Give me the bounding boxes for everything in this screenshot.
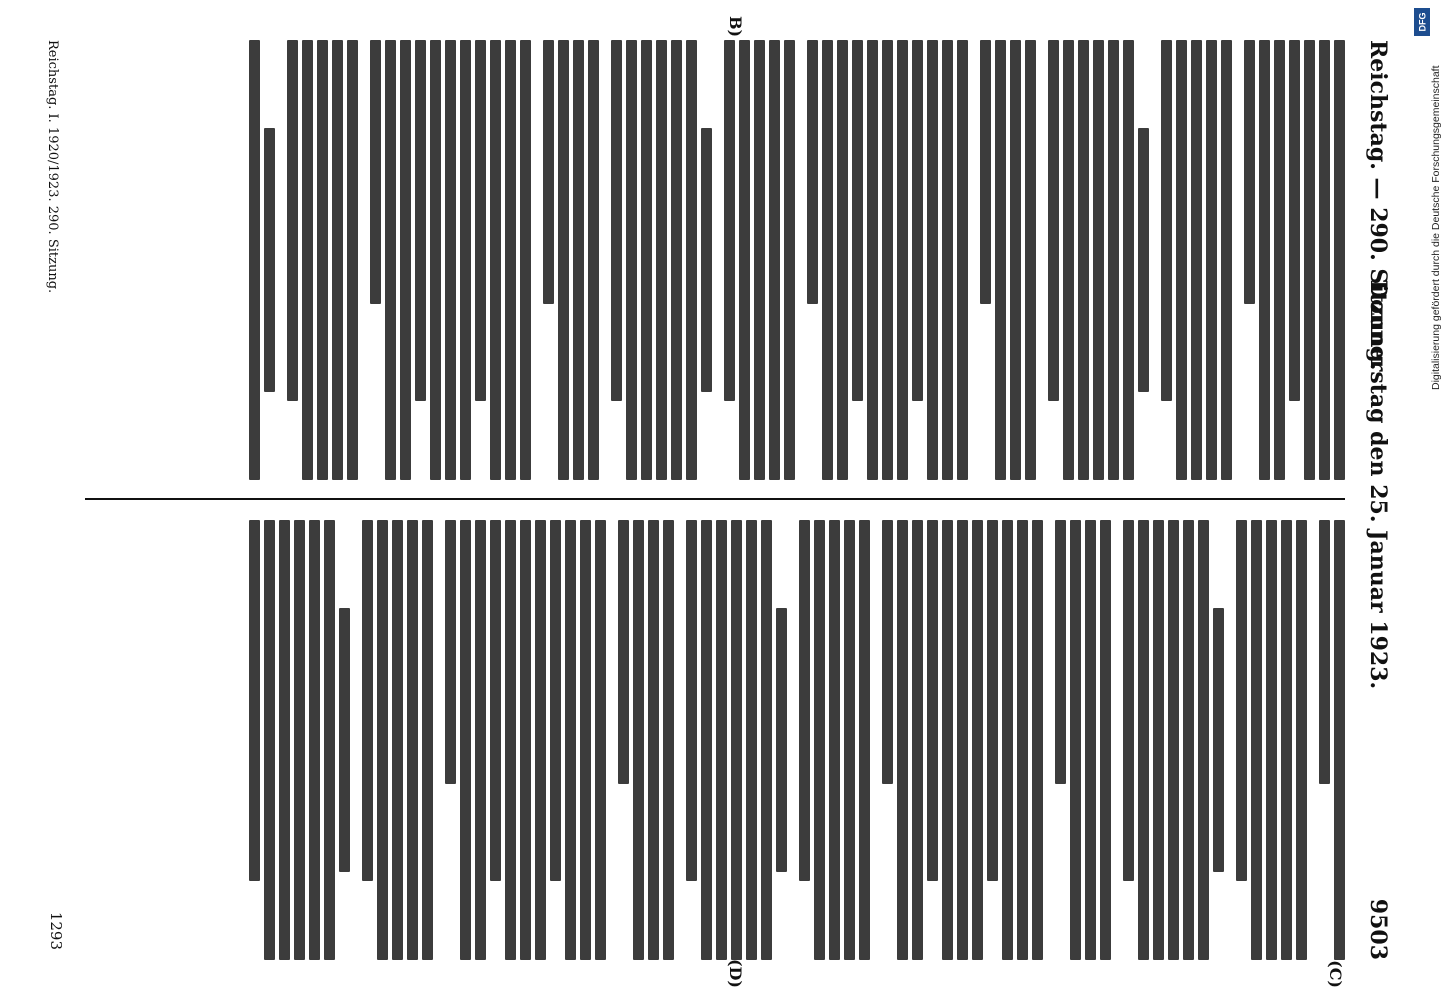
text-line [701, 128, 712, 392]
text-line [1100, 520, 1111, 960]
text-line [490, 520, 501, 881]
text-line [1281, 520, 1292, 960]
text-line [829, 520, 840, 960]
paragraph-gap [1043, 520, 1051, 960]
text-line [543, 40, 554, 304]
header-page-number: 9503 [1365, 898, 1391, 960]
text-line [1198, 520, 1209, 960]
text-line [264, 520, 275, 960]
text-line [633, 520, 644, 960]
paragraph-gap [1307, 520, 1315, 960]
text-line [1259, 40, 1270, 480]
text-line [957, 520, 968, 960]
text-line [897, 40, 908, 480]
margin-marker-c: (C) [1326, 960, 1345, 988]
text-line [837, 40, 848, 480]
text-line [317, 40, 328, 480]
text-line [1296, 520, 1307, 960]
text-line [505, 40, 516, 480]
text-line [927, 520, 938, 881]
paragraph-gap [968, 40, 976, 480]
text-line [370, 40, 381, 304]
text-line [558, 40, 569, 480]
paragraph-gap [870, 520, 878, 960]
paragraph-gap [1224, 520, 1232, 960]
margin-marker-d: (D) [726, 958, 745, 988]
text-line [460, 40, 471, 480]
text-line [626, 40, 637, 480]
text-line [980, 40, 991, 304]
paragraph-gap [350, 520, 358, 960]
text-line [309, 520, 320, 960]
text-line [739, 40, 750, 480]
text-line [1334, 520, 1345, 960]
text-line [784, 40, 795, 480]
text-line [1093, 40, 1104, 480]
text-line [1123, 520, 1134, 881]
text-line [1168, 520, 1179, 960]
text-column-left [85, 40, 1345, 480]
text-line [520, 40, 531, 480]
text-line [731, 520, 742, 960]
text-line [686, 40, 697, 480]
text-line [430, 40, 441, 480]
text-line [287, 40, 298, 401]
text-line [1055, 520, 1066, 784]
footer-page-code: 1293 [47, 911, 65, 950]
text-line [407, 520, 418, 960]
text-line [377, 520, 388, 960]
paragraph-gap [358, 40, 366, 480]
text-line [746, 520, 757, 960]
text-line [641, 40, 652, 480]
paragraph-gap [433, 520, 441, 960]
text-line [1266, 520, 1277, 960]
text-line [1334, 40, 1345, 480]
paragraph-gap [712, 40, 720, 480]
text-line [1221, 40, 1232, 480]
text-line [701, 520, 712, 960]
text-line [1025, 40, 1036, 480]
text-line [1236, 520, 1247, 881]
margin-marker-b: B) [726, 16, 745, 38]
text-line [799, 520, 810, 881]
text-line [279, 520, 290, 960]
text-line [1123, 40, 1134, 480]
footer-reference: Reichstag. I. 1920/1923. 290. Sitzung. [45, 40, 60, 294]
text-line [1206, 40, 1217, 480]
paragraph-gap [674, 520, 682, 960]
text-line [1017, 520, 1028, 960]
text-line [1244, 40, 1255, 304]
text-line [385, 40, 396, 480]
text-line [1078, 40, 1089, 480]
text-line [400, 40, 411, 480]
text-line [822, 40, 833, 480]
text-line [995, 40, 1006, 480]
text-line [807, 40, 818, 304]
paragraph-gap [531, 40, 539, 480]
paragraph-gap [787, 520, 795, 960]
text-line [611, 40, 622, 401]
text-line [520, 520, 531, 960]
text-line [867, 40, 878, 480]
text-line [324, 520, 335, 960]
text-line [814, 520, 825, 960]
text-line [445, 520, 456, 784]
text-line [671, 40, 682, 480]
text-line [1138, 520, 1149, 960]
text-line [1213, 608, 1224, 872]
text-line [716, 520, 727, 960]
paragraph-gap [1111, 520, 1119, 960]
text-line [1010, 40, 1021, 480]
text-line [339, 608, 350, 872]
text-line [505, 520, 516, 960]
text-line [754, 40, 765, 480]
paragraph-gap [606, 520, 614, 960]
text-line [392, 520, 403, 960]
text-line [882, 40, 893, 480]
text-line [588, 40, 599, 480]
text-line [1251, 520, 1262, 960]
paragraph-gap [1232, 40, 1240, 480]
dfg-credit-text: Digitalisierung gefördert durch die Deutsche Forschungsgemeinschaft [1430, 65, 1442, 390]
text-line [573, 40, 584, 480]
paragraph-gap [795, 40, 803, 480]
text-line [1176, 40, 1187, 480]
text-line [1289, 40, 1300, 401]
text-line [422, 520, 433, 960]
text-line [1274, 40, 1285, 480]
text-line [460, 520, 471, 960]
text-line [565, 520, 576, 960]
text-line [332, 40, 343, 480]
running-head [1359, 40, 1391, 960]
text-line [550, 520, 561, 881]
text-line [1153, 520, 1164, 960]
text-line [912, 40, 923, 401]
dfg-credit-strip [1408, 0, 1442, 1000]
text-line [490, 40, 501, 480]
text-line [294, 520, 305, 960]
text-line [445, 40, 456, 480]
text-line [987, 520, 998, 881]
text-line [1191, 40, 1202, 480]
text-line [1070, 520, 1081, 960]
text-line [897, 520, 908, 960]
text-line [580, 520, 591, 960]
text-line [769, 40, 780, 480]
text-line [1161, 40, 1172, 401]
text-line [1319, 40, 1330, 480]
text-line [882, 520, 893, 784]
text-line [618, 520, 629, 784]
dfg-logo: DFG [1414, 8, 1430, 36]
text-line [475, 40, 486, 401]
text-line [1063, 40, 1074, 480]
text-line [942, 520, 953, 960]
text-line [927, 40, 938, 480]
text-line [1108, 40, 1119, 480]
text-line [972, 520, 983, 960]
text-line [686, 520, 697, 881]
text-line [249, 520, 260, 881]
text-line [362, 520, 373, 881]
text-line [347, 40, 358, 480]
text-line [1085, 520, 1096, 960]
text-line [1138, 128, 1149, 392]
paragraph-gap [1036, 40, 1044, 480]
paragraph-gap [599, 40, 607, 480]
paragraph-gap [1149, 40, 1157, 480]
header-date: Donnerstag den 25. Januar 1923. [1365, 280, 1391, 690]
text-line [648, 520, 659, 960]
text-line [776, 608, 787, 872]
text-line [761, 520, 772, 960]
text-line [1032, 520, 1043, 960]
text-line [302, 40, 313, 480]
text-line [1319, 520, 1330, 784]
text-line [859, 520, 870, 960]
text-line [852, 40, 863, 401]
text-line [942, 40, 953, 480]
rotated-newspaper-page [25, 16, 1405, 988]
text-line [663, 520, 674, 960]
text-line [1048, 40, 1059, 401]
text-column-right [85, 520, 1345, 960]
text-line [1183, 520, 1194, 960]
text-line [844, 520, 855, 960]
text-line [595, 520, 606, 960]
text-line [415, 40, 426, 401]
text-line [912, 520, 923, 960]
text-line [475, 520, 486, 960]
header-session: Reichstag. — 290. Sitzung. [1365, 40, 1391, 371]
column-divider [85, 498, 1345, 500]
text-line [1002, 520, 1013, 960]
text-line [656, 40, 667, 480]
text-line [264, 128, 275, 392]
text-line [1304, 40, 1315, 480]
text-line [957, 40, 968, 480]
text-line [249, 40, 260, 480]
text-line [535, 520, 546, 960]
text-line [724, 40, 735, 401]
paragraph-gap [275, 40, 283, 480]
